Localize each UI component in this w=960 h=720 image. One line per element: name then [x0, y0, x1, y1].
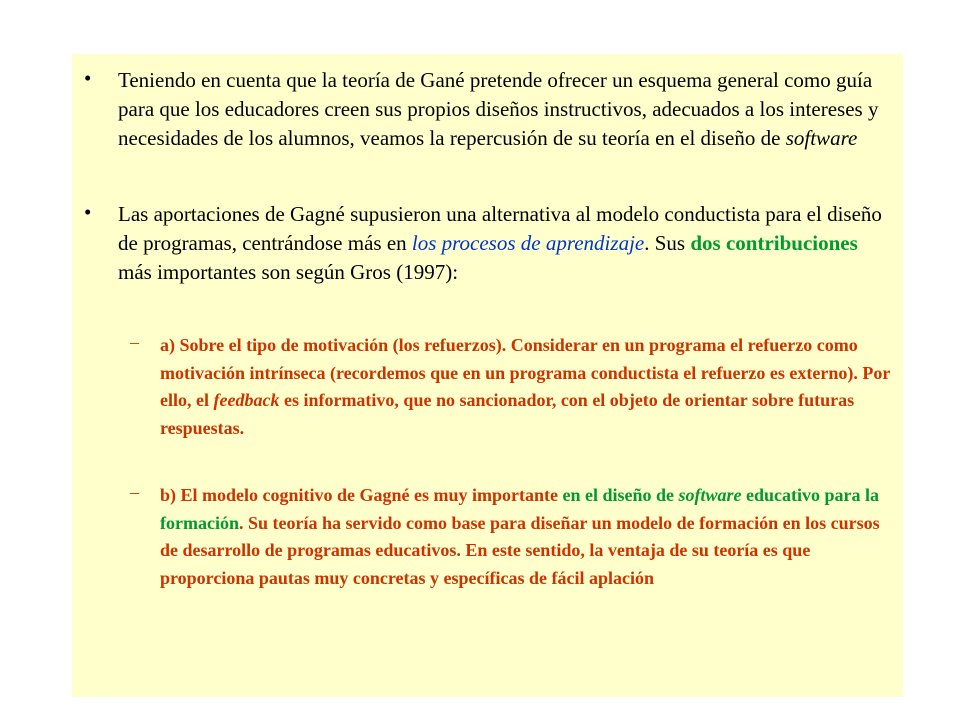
sub-item-b-text: b) El modelo cognitivo de Gagné es muy importante en el diseño de software educativo para la formación. Su teoría ha servido como base para diseñar un modelo de formación en los cursos de desarrollo de programas educativos. En este sentido, la ventaja de su teoría es que proporciona pautas muy concretas y específicas de fácil aplación — [160, 485, 880, 588]
bullet-marker: • — [84, 200, 92, 224]
software-term: software — [785, 126, 858, 150]
feedback-term: feedback — [213, 390, 280, 410]
highlight-diseno: en el diseño de software educativo para la formación — [160, 485, 880, 533]
bullet-marker: • — [84, 66, 92, 90]
sub-item-marker: – — [130, 482, 139, 502]
highlight-procesos: los procesos de aprendizaje — [411, 231, 645, 255]
sub-item-a-text: a) Sobre el tipo de motivación (los refuerzos). Considerar en un programa el refuerzo como motivación intrínseca (recordemos que en un programa conductista el refuerzo es externo). Por ello, el feedback es informativo, que no sancionador, con el objeto de orientar sobre futuras respuestas. — [160, 335, 891, 438]
highlight-contribuciones: dos contribuciones — [690, 231, 858, 255]
sub-item-marker: – — [130, 332, 139, 352]
bullet-2-text: Las aportaciones de Gagné supusieron una alternativa al modelo conductista para el diseño de programas, centrándose más en los procesos de aprendizaje. Sus dos contribuciones más importantes son según Gros (1997): — [118, 202, 882, 284]
bullet-1-text: Teniendo en cuenta que la teoría de Gané pretende ofrecer un esquema general como guía para que los educadores creen sus propios diseños instructivos, adecuados a los intereses y necesidades de los alumnos, veamos la repercusión de su teoría en el diseño de software — [118, 68, 879, 150]
